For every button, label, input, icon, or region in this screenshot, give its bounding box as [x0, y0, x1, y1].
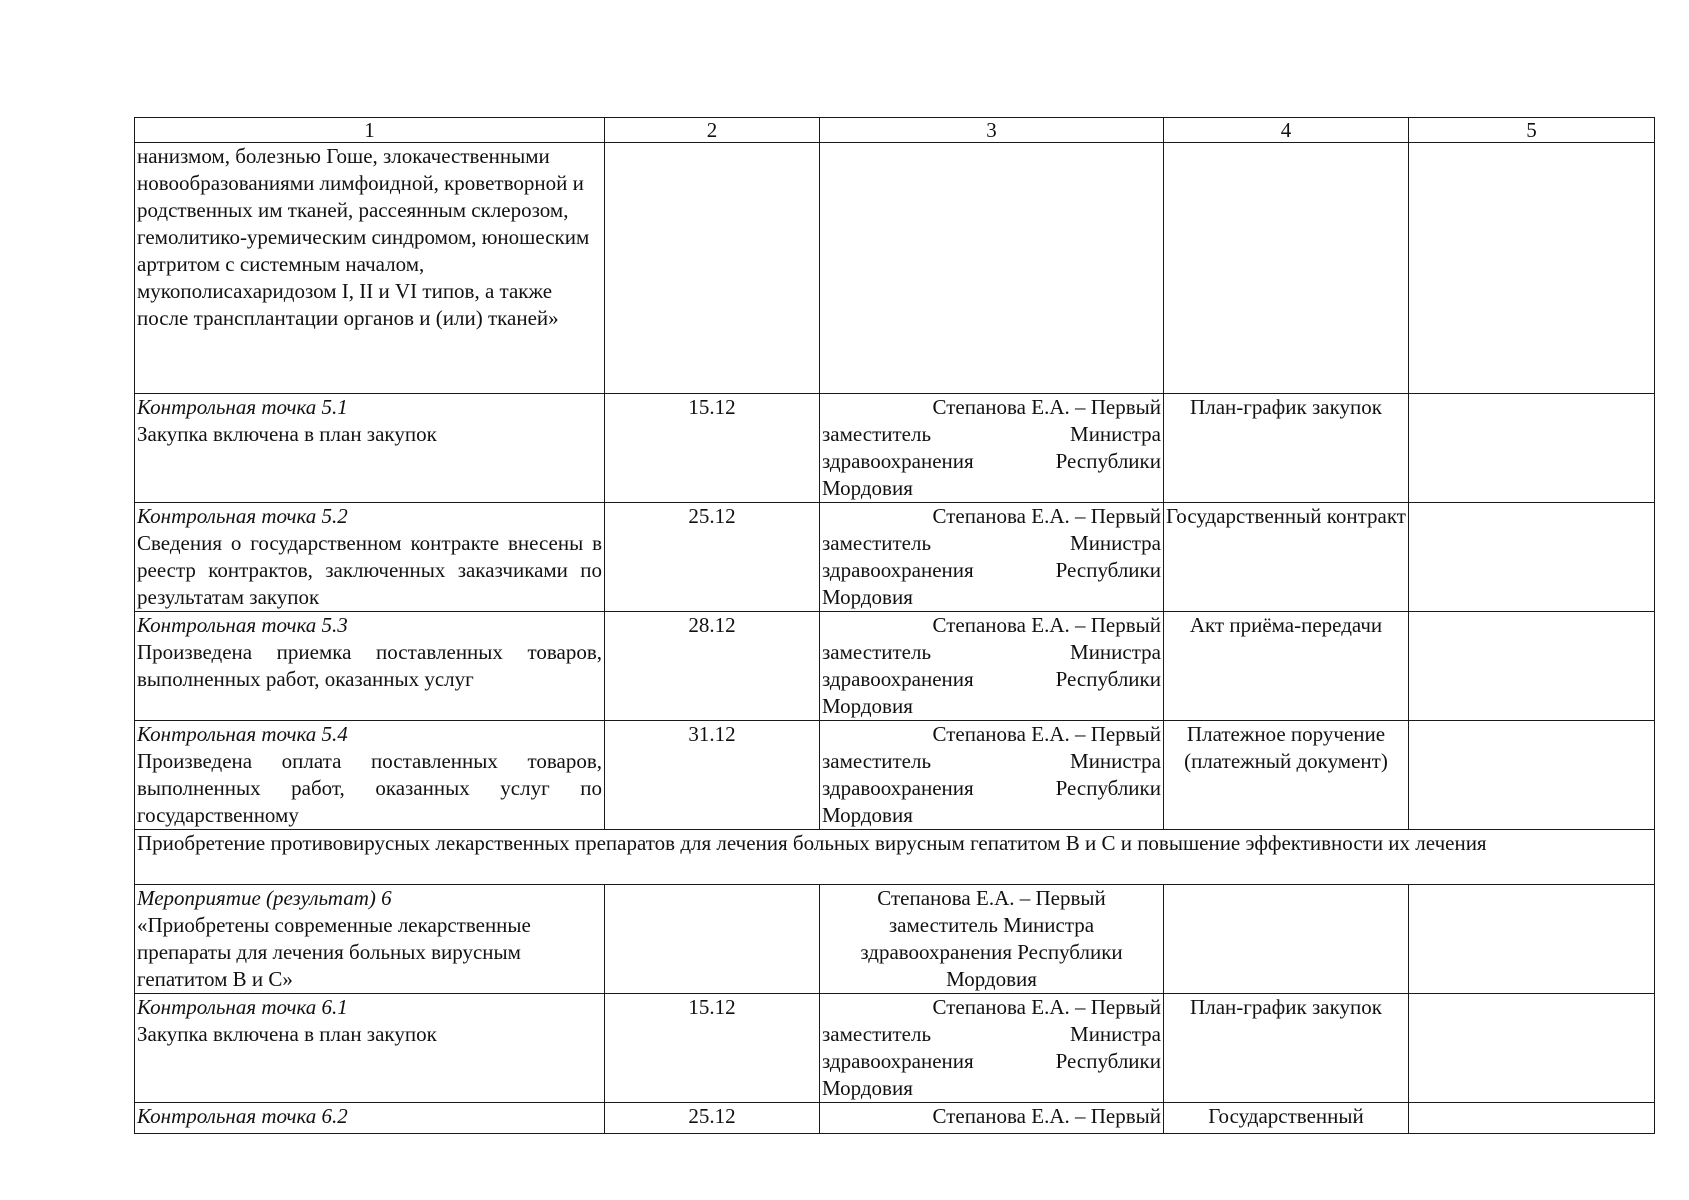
- responsible-line: здравоохранения Республики: [822, 667, 1161, 691]
- date-cell: 25.12: [605, 1103, 820, 1134]
- responsible-line: Степанова Е.А. – Первый: [932, 722, 1161, 746]
- empty-cell: [1409, 503, 1655, 612]
- table-row: [135, 885, 1655, 994]
- responsible-line: заместитель Министра: [822, 531, 1161, 555]
- responsible-line: Степанова Е.А. – Первый: [932, 1104, 1161, 1128]
- responsible-line: Мордовия: [822, 476, 913, 500]
- table-row: [135, 394, 1655, 503]
- header-cell: 1: [135, 118, 605, 143]
- table-row: [135, 994, 1655, 1103]
- table-row: [135, 721, 1655, 830]
- responsible-line: Степанова Е.А. – Первый: [932, 504, 1161, 528]
- checkpoint-description: Произведена оплата поставленных товаров, выполненных работ, оказанных услуг по государственному: [137, 749, 602, 827]
- header-cell: 4: [1164, 118, 1409, 143]
- checkpoint-title: Контрольная точка 6.2: [137, 1104, 348, 1128]
- document-cell: Государственный: [1164, 1103, 1409, 1134]
- empty-cell: [1164, 885, 1409, 994]
- empty-cell: [1409, 721, 1655, 830]
- responsible-line: здравоохранения Республики: [822, 558, 1161, 582]
- empty-cell: [1409, 394, 1655, 503]
- responsible-line: заместитель Министра: [822, 1022, 1161, 1046]
- header-cell: 2: [605, 118, 820, 143]
- checkpoint-description: Закупка включена в план закупок: [137, 1022, 437, 1046]
- responsible-line: Степанова Е.А. – Первый: [932, 613, 1161, 637]
- table-row: [135, 830, 1655, 885]
- responsible-line: здравоохранения Республики: [822, 1049, 1161, 1073]
- date-cell: 15.12: [605, 394, 820, 503]
- empty-cell: [1409, 612, 1655, 721]
- responsible-line: заместитель Министра: [822, 640, 1161, 664]
- empty-cell: [605, 143, 820, 394]
- table-row: [135, 503, 1655, 612]
- date-cell: 28.12: [605, 612, 820, 721]
- responsible-line: Мордовия: [822, 803, 913, 827]
- document-cell: Акт приёма-передачи: [1164, 612, 1409, 721]
- empty-cell: [1409, 143, 1655, 394]
- checkpoint-cell: [135, 394, 605, 503]
- responsible-line: здравоохранения Республики: [822, 449, 1161, 473]
- empty-cell: [820, 143, 1164, 394]
- event-description: «Приобретены современные лекарственные препараты для лечения больных вирусным гепатитом В и С»: [137, 913, 531, 991]
- responsible-line: здравоохранения Республики: [822, 776, 1161, 800]
- responsible-line: Мордовия: [822, 694, 913, 718]
- document-cell: План-график закупок: [1164, 994, 1409, 1103]
- responsible-line: Мордовия: [822, 585, 913, 609]
- document-cell: Платежное поручение (платежный документ): [1164, 721, 1409, 830]
- responsible-line: Степанова Е.А. – Первый: [932, 995, 1161, 1019]
- responsible-cell: [820, 612, 1164, 721]
- date-cell: 25.12: [605, 503, 820, 612]
- checkpoint-cell: [135, 612, 605, 721]
- header-cell: 3: [820, 118, 1164, 143]
- checkpoint-description: Произведена приемка поставленных товаров, выполненных работ, оказанных услуг: [137, 640, 602, 691]
- empty-cell: [1409, 885, 1655, 994]
- document-page: [134, 117, 1654, 1134]
- continuation-text: нанизмом, болезнью Гоше, злокачественными новообразованиями лимфоидной, кроветворной и родственных им тканей, рассеянным склерозом, гемолитико-уремическим синдромом, юношеским артритом с системным началом, мукополисахаридозом I, II и VI типов, а также после трансплантации органов и (или) тканей»: [137, 144, 590, 330]
- checkpoint-cell: [135, 1103, 605, 1134]
- responsible-cell: [820, 503, 1164, 612]
- empty-cell: [1164, 143, 1409, 394]
- empty-cell: [1409, 1103, 1655, 1134]
- table-row: [135, 1103, 1655, 1134]
- responsible-line: заместитель Министра: [822, 749, 1161, 773]
- plan-table: [134, 117, 1655, 1134]
- event-cell: [135, 885, 605, 994]
- checkpoint-cell: [135, 503, 605, 612]
- responsible-cell: [820, 1103, 1164, 1134]
- event-title: Мероприятие (результат) 6: [137, 886, 392, 910]
- table-header-row: [135, 118, 1655, 143]
- checkpoint-title: Контрольная точка 5.4: [137, 722, 348, 746]
- checkpoint-cell: [135, 721, 605, 830]
- responsible-cell: [820, 394, 1164, 503]
- continuation-cell: [135, 143, 605, 394]
- table-row: [135, 143, 1655, 394]
- empty-cell: [1409, 994, 1655, 1103]
- responsible-cell: [820, 721, 1164, 830]
- responsible-line: заместитель Министра: [822, 422, 1161, 446]
- document-cell: План-график закупок: [1164, 394, 1409, 503]
- section-heading: Приобретение противовирусных лекарственных препаратов для лечения больных вирусным гепатитом В и С и повышение эффективности их лечения: [135, 830, 1655, 885]
- responsible-line: Степанова Е.А. – Первый: [932, 395, 1161, 419]
- date-cell: 31.12: [605, 721, 820, 830]
- empty-cell: [605, 885, 820, 994]
- header-cell: 5: [1409, 118, 1655, 143]
- checkpoint-cell: [135, 994, 605, 1103]
- event-responsible: Степанова Е.А. – Первый заместитель Министра здравоохранения Республики Мордовия: [820, 885, 1164, 994]
- date-cell: 15.12: [605, 994, 820, 1103]
- document-cell: Государственный контракт: [1164, 503, 1409, 612]
- responsible-cell: [820, 994, 1164, 1103]
- checkpoint-title: Контрольная точка 5.2: [137, 504, 348, 528]
- checkpoint-description: Сведения о государственном контракте внесены в реестр контрактов, заключенных заказчиками по результатам закупок: [137, 531, 602, 609]
- responsible-line: Мордовия: [822, 1076, 913, 1100]
- table-row: [135, 612, 1655, 721]
- checkpoint-description: Закупка включена в план закупок: [137, 422, 437, 446]
- checkpoint-title: Контрольная точка 6.1: [137, 995, 348, 1019]
- checkpoint-title: Контрольная точка 5.1: [137, 395, 348, 419]
- checkpoint-title: Контрольная точка 5.3: [137, 613, 348, 637]
